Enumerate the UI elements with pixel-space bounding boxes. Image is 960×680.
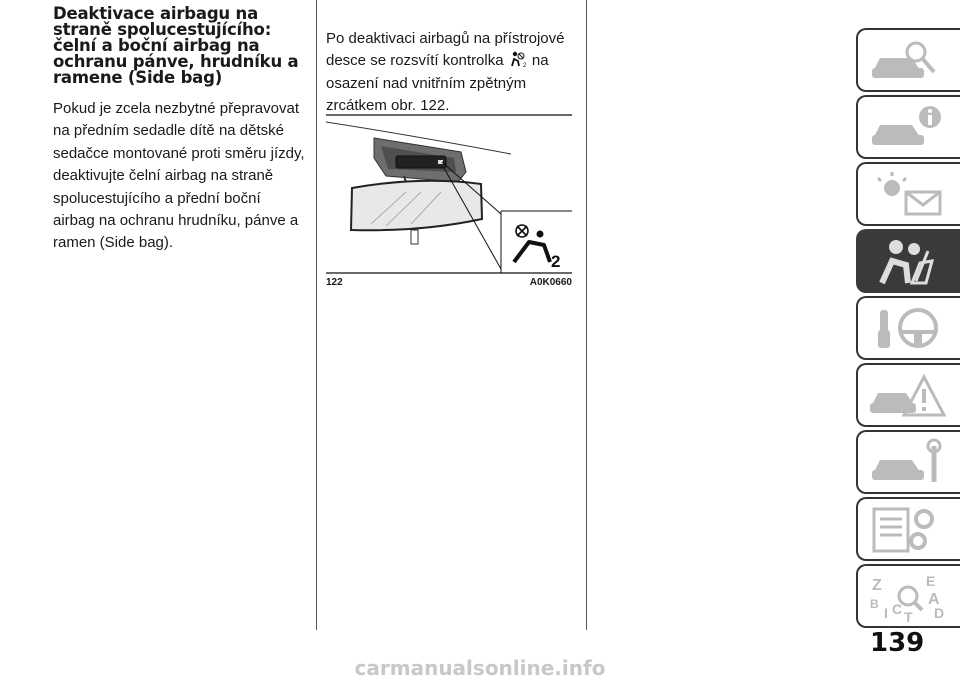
column-divider-left xyxy=(316,0,317,630)
figure-122 xyxy=(326,114,572,290)
middle-column xyxy=(326,28,576,118)
tab-maintenance[interactable] xyxy=(856,430,960,494)
figure-illustration xyxy=(326,114,572,276)
tab-emergency[interactable] xyxy=(856,363,960,427)
inline-icon-label: 2 xyxy=(522,63,527,69)
key-steering-wheel-icon xyxy=(868,304,948,354)
middle-paragraph xyxy=(326,28,576,118)
svg-text:T: T xyxy=(904,609,913,622)
figure-code: A0K0660 xyxy=(529,277,572,288)
airbag-off-symbol-icon xyxy=(514,225,560,271)
svg-text:I: I xyxy=(884,605,888,621)
tab-warning-lights[interactable] xyxy=(856,162,960,226)
spec-sheet-gears-icon xyxy=(868,505,948,555)
tab-car-info[interactable] xyxy=(856,95,960,159)
svg-text:E: E xyxy=(926,573,936,589)
svg-text:C: C xyxy=(892,601,903,617)
watermark: carmanualsonline.info xyxy=(354,656,606,680)
car-search-icon xyxy=(868,36,948,86)
car-crash-warning-icon xyxy=(868,371,948,421)
section-heading: Deaktivace airbagu na straně spolucestujícího: čelní a boční airbag na ochranu pánve, hrudníku a ramene (Side bag) xyxy=(53,4,299,87)
airbag-symbol-label: 2 xyxy=(551,252,561,271)
text-after-icon: na osazení nad vnitřním zpětným zrcátkem obr. 122. xyxy=(326,52,549,115)
column-divider-right xyxy=(586,0,587,630)
figure-number: 122 xyxy=(326,277,343,288)
section-paragraph: Pokud je zcela nezbytné přepravovat na předním sedadle dítě na dětské sedačce montované proti směru jízdy, deaktivujte čelní airbag na straně spolucestujícího a přední boční airbag na ochranu hrudníku, pánve a ramen (Side bag). xyxy=(53,100,305,252)
page-number: 139 xyxy=(870,628,925,658)
car-wrench-icon xyxy=(868,438,948,488)
svg-text:B: B xyxy=(870,597,879,611)
svg-text:A: A xyxy=(928,591,940,608)
figure-caption xyxy=(326,277,572,288)
tab-technical-data[interactable] xyxy=(856,497,960,561)
tab-index[interactable] xyxy=(856,564,960,628)
svg-text:D: D xyxy=(934,605,945,621)
svg-text:Z: Z xyxy=(872,577,882,594)
alphabetical-index-icon xyxy=(868,572,948,622)
text-before-icon: Po deaktivaci airbagů na přístrojové desce se rozsvítí kontrolka xyxy=(326,30,565,70)
seatbelt-airbag-icon xyxy=(868,237,948,287)
warning-light-message-icon xyxy=(868,170,948,220)
tab-safety[interactable] xyxy=(856,229,960,293)
left-column xyxy=(53,6,305,255)
tab-car-search[interactable] xyxy=(856,28,960,92)
car-info-icon xyxy=(868,103,948,153)
tab-starting-driving[interactable] xyxy=(856,296,960,360)
airbag-off-warning-icon xyxy=(508,50,528,68)
